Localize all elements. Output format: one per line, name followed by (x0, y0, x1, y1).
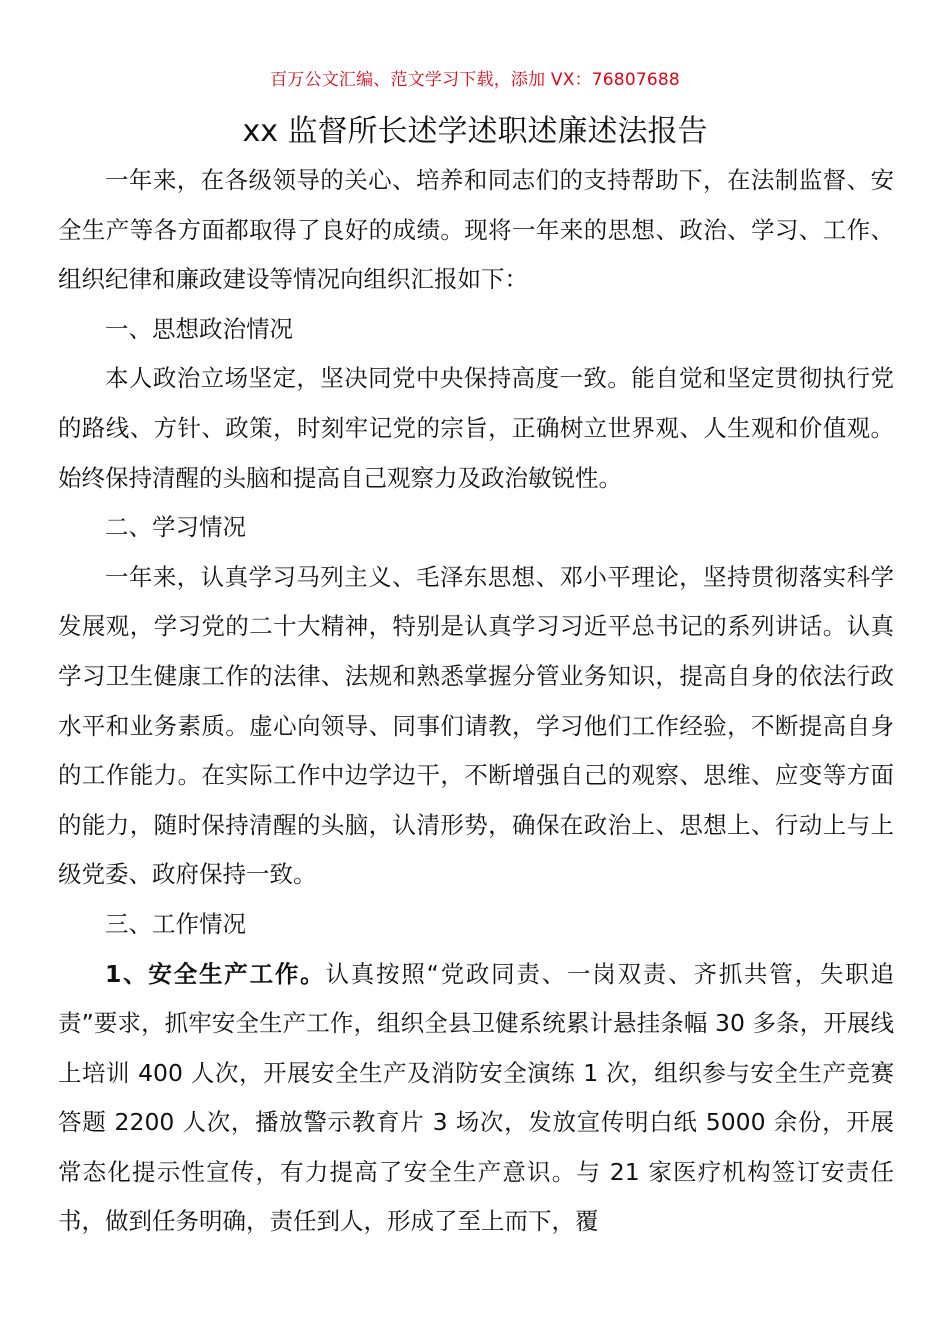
safety-item-label: 1、安全生产工作。 (105, 959, 326, 988)
document-title: xx 监督所长述学述职述廉述法报告 (242, 114, 708, 149)
section-heading-work: 三、工作情况 (105, 909, 246, 938)
section-heading-politics: 一、思想政治情况 (105, 314, 293, 343)
section-paragraph-study: 一年来，认真学习马列主义、毛泽东思想、邓小平理论，坚持贯彻落实科学发展观，学习党的二十大精神，特别是认真学习习近平总书记的系列讲话。认真学习卫生健康工作的法律、法规和熟悉掌握分管业务知识，提高自身的依法行政水平和业务素质。虚心向领导、同事们请教，学习他们工作经验，不断提高自身的工作能力。在实际工作中边学边干，不断增强自己的观察、思维、应变等方面的能力，随时保持清醒的头脑，认清形势，确保在政治上、思想上、行动上与上级党委、政府保持一致。 (58, 562, 894, 889)
intro-paragraph: 一年来，在各级领导的关心、培养和同志们的支持帮助下，在法制监督、安全生产等各方面都取得了良好的成绩。现将一年来的思想、政治、学习、工作、组织纪律和廉政建设等情况向组织汇报如下： (58, 166, 894, 294)
promo-banner: 百万公文汇编、范文学习下载，添加 VX：76807688 (270, 70, 680, 90)
section-paragraph-safety (58, 950, 894, 1248)
section-heading-study: 二、学习情况 (105, 513, 246, 542)
safety-item-text: 认真按照“党政同责、一岗双责、齐抓共管，失职追责”要求，抓牢安全生产工作，组织全县卫健系统累计悬挂条幅 30 多条，开展线上培训 400 人次，开展安全生产及消防安全演练 1 次，组织参与安全生产竞赛答题 2200 人次，播放警示教育片 3 场次，发放宣传明白纸 5000 余份，开展常态化提示性宣传，有力提高了安全生产意识。与 21 家医疗机构签订安责任书，做到任务明确，责任到人，形成了至上而下，覆 (58, 959, 894, 1236)
document-body (58, 156, 894, 1247)
section-paragraph-politics: 本人政治立场坚定，坚决同党中央保持高度一致。能自觉和坚定贯彻执行党的路线、方针、政策，时刻牢记党的宗旨，正确树立世界观、人生观和价值观。始终保持清醒的头脑和提高自己观察力及政治敏锐性。 (58, 364, 894, 492)
